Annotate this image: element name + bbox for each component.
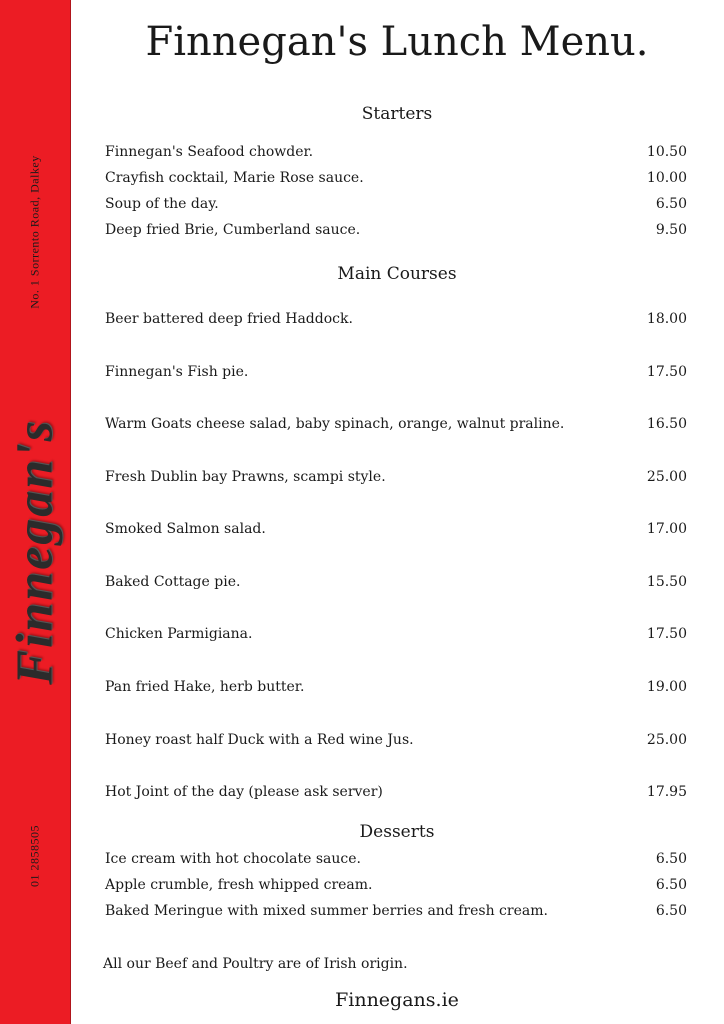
- item-price: 10.50: [646, 144, 687, 160]
- item-name: Finnegan's Seafood chowder.: [105, 144, 314, 160]
- menu-item: [105, 193, 687, 215]
- menu-item: [105, 676, 687, 698]
- item-name: Apple crumble, fresh whipped cream.: [105, 877, 373, 893]
- menu-item: [105, 848, 687, 870]
- item-name: Chicken Parmigiana.: [105, 626, 253, 642]
- menu-item: [105, 900, 687, 922]
- item-price: 17.00: [646, 521, 687, 537]
- item-name: Finnegan's Fish pie.: [105, 364, 249, 380]
- sidebar-brand-logo: Finnegan's: [6, 419, 64, 685]
- menu-item: [105, 781, 687, 803]
- menu-item: [105, 361, 687, 383]
- item-name: Smoked Salmon salad.: [105, 521, 266, 537]
- item-name: Soup of the day.: [105, 196, 219, 212]
- item-price: 17.50: [646, 364, 687, 380]
- desserts-heading: Desserts: [359, 822, 435, 842]
- menu-item: [105, 141, 687, 163]
- item-price: 9.50: [655, 222, 687, 238]
- menu-item: [105, 413, 687, 435]
- origin-note: All our Beef and Poultry are of Irish origin.: [103, 956, 408, 972]
- item-price: 17.50: [646, 626, 687, 642]
- item-price: 10.00: [646, 170, 687, 186]
- menu-item: [105, 729, 687, 751]
- item-name: Fresh Dublin bay Prawns, scampi style.: [105, 469, 386, 485]
- item-price: 6.50: [655, 196, 687, 212]
- item-name: Beer battered deep fried Haddock.: [105, 311, 353, 327]
- menu-item: [105, 167, 687, 189]
- item-price: 17.95: [646, 784, 687, 800]
- menu-item: [105, 571, 687, 593]
- sidebar-address: No. 1 Sorrento Road, Dalkey: [27, 155, 42, 309]
- item-price: 25.00: [646, 469, 687, 485]
- starters-heading: Starters: [361, 104, 433, 124]
- item-name: Honey roast half Duck with a Red wine Jus.: [105, 732, 414, 748]
- menu-item: [105, 466, 687, 488]
- item-name: Baked Cottage pie.: [105, 574, 241, 590]
- website-link[interactable]: Finnegans.ie: [335, 989, 459, 1011]
- item-price: 6.50: [655, 851, 687, 867]
- item-name: Crayfish cocktail, Marie Rose sauce.: [105, 170, 364, 186]
- item-price: 18.00: [646, 311, 687, 327]
- menu-item: [105, 219, 687, 241]
- item-price: 19.00: [646, 679, 687, 695]
- menu-item: [105, 874, 687, 896]
- item-price: 6.50: [655, 877, 687, 893]
- item-name: Hot Joint of the day (please ask server): [105, 784, 383, 800]
- item-name: Pan fried Hake, herb butter.: [105, 679, 305, 695]
- item-price: 6.50: [655, 903, 687, 919]
- item-name: Warm Goats cheese salad, baby spinach, orange, walnut praline.: [105, 416, 565, 432]
- sidebar-band: [0, 0, 71, 1024]
- main-courses-heading: Main Courses: [337, 264, 457, 284]
- menu-item: [105, 308, 687, 330]
- item-name: Ice cream with hot chocolate sauce.: [105, 851, 361, 867]
- item-name: Deep fried Brie, Cumberland sauce.: [105, 222, 361, 238]
- menu-item: [105, 518, 687, 540]
- page-title: Finnegan's Lunch Menu.: [145, 19, 649, 65]
- item-price: 15.50: [646, 574, 687, 590]
- item-name: Baked Meringue with mixed summer berries and fresh cream.: [105, 903, 548, 919]
- item-price: 16.50: [646, 416, 687, 432]
- item-price: 25.00: [646, 732, 687, 748]
- sidebar-phone: 01 2858505: [27, 825, 42, 887]
- menu-item: [105, 623, 687, 645]
